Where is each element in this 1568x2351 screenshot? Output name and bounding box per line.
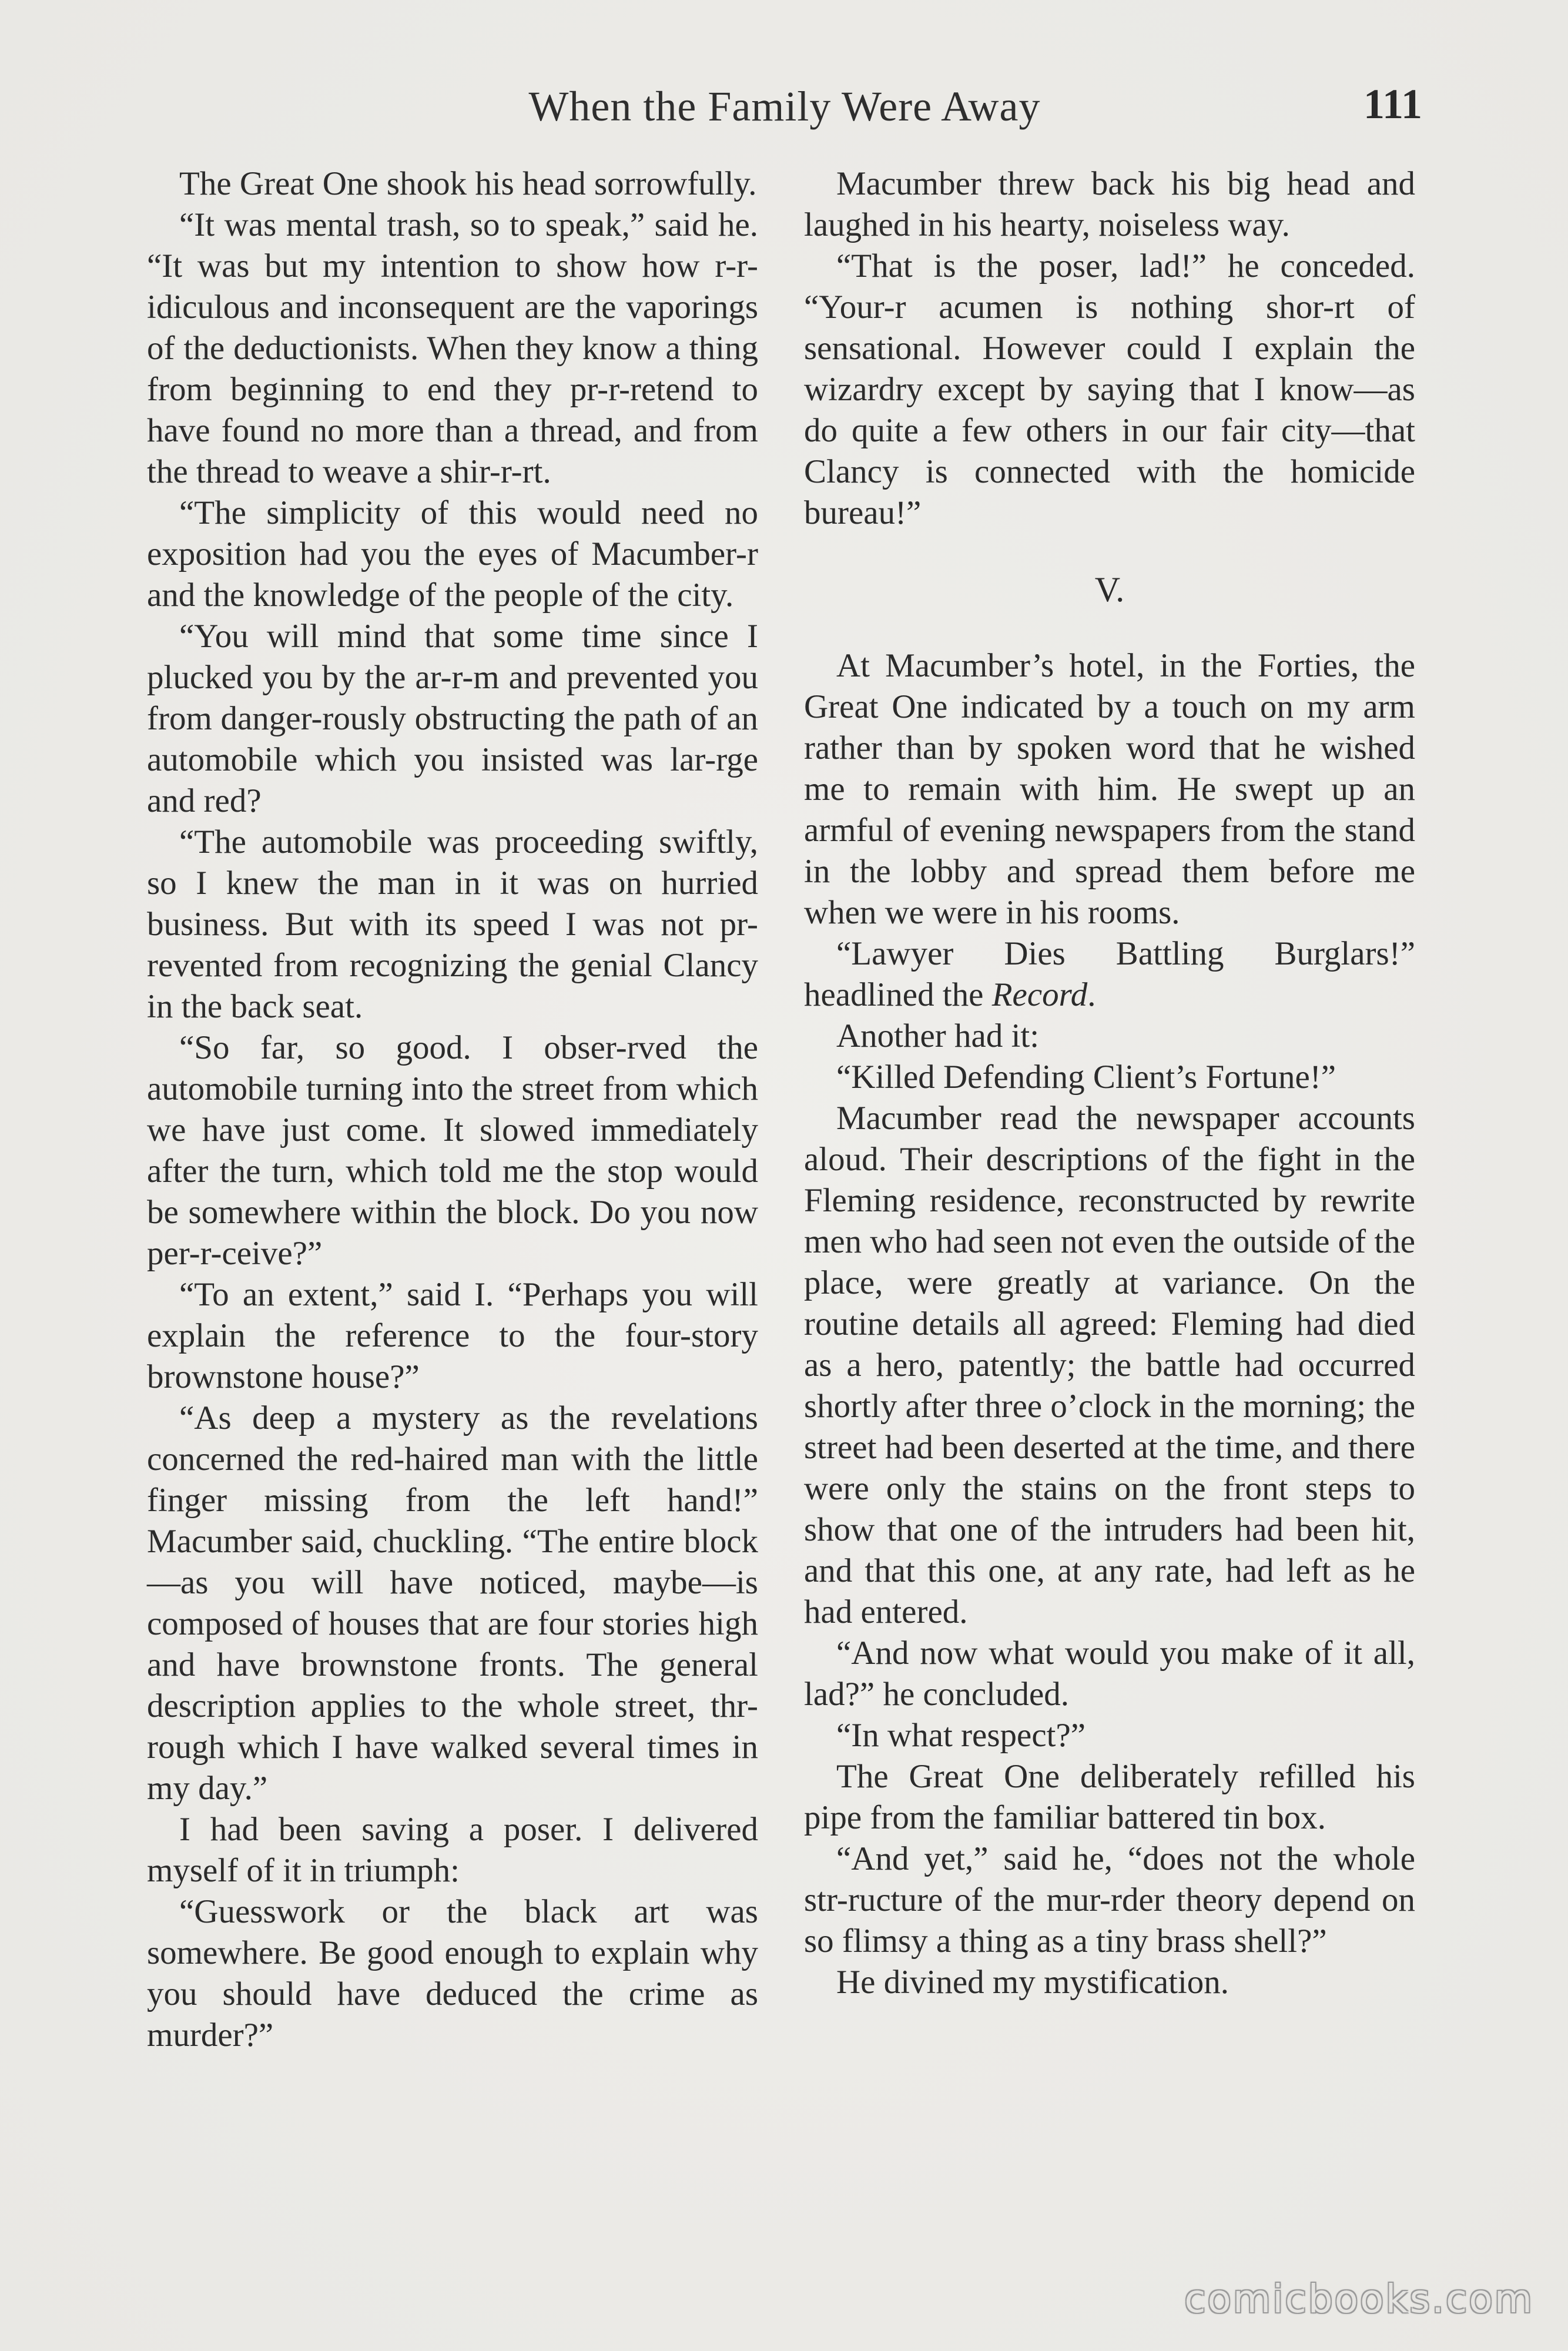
paragraph: “Guesswork or the black art was somewhere. Be good enough to explain why you should have deduced the crime as murder?”	[147, 1893, 758, 2054]
paragraph: “And now what would you make of it all, lad?” he concluded.	[804, 1635, 1415, 1713]
paragraph: “In what respect?”	[836, 1717, 1086, 1754]
right-column	[804, 163, 1415, 2003]
paragraph: “As deep a mystery as the revelations concerned the red-haired man with the little finger missing from the left hand!” Macumber said, chuckling. “The entire block—as you will have noticed, maybe—is composed of houses that are four stories high and have brownstone fronts. The general description applies to the whole street, thr-rough which I have walked several times in my day.”	[147, 1399, 758, 1807]
paragraph: “You will mind that some time since I plucked you by the ar-r-m and prevented you from danger-rously obstructing the path of an automobile which you insisted was lar-rge and red?	[147, 618, 758, 819]
running-header	[147, 82, 1422, 141]
paragraph: He divined my mystification.	[836, 1964, 1229, 2001]
paragraph: “The automobile was proceeding swiftly, so I knew the man in it was on hurried business. But with its speed I was not pr-revented from recognizing the genial Clancy in the back seat.	[147, 823, 758, 1025]
left-column	[147, 163, 758, 2056]
newspaper-name: Record	[991, 976, 1088, 1013]
paragraph	[804, 933, 1415, 1016]
section-heading: V.	[1094, 570, 1125, 609]
paragraph: “It was mental trash, so to speak,” said he. “It was but my intention to show how r-r-idiculous and inconsequent are the vaporings of the deductionists. When they know a thing from beginning to end they pr-r-retend to have found no more than a thread, and from the thread to weave a shir-r-rt.	[147, 206, 758, 490]
paragraph: I had been saving a poser. I delivered myself of it in triumph:	[147, 1811, 758, 1889]
watermark: comicbooks.com	[1184, 2276, 1534, 2322]
paragraph: At Macumber’s hotel, in the Forties, the Great One indicated by a touch on my arm rather than by spoken word that he wished me to remain with him. He swept up an armful of evening newspapers from the stand in the lobby and spread them before me when we were in his rooms.	[804, 647, 1415, 931]
running-title: When the Family Were Away	[528, 83, 1041, 130]
period: .	[1087, 976, 1096, 1013]
paragraph: Macumber threw back his big head and laughed in his hearty, noiseless way.	[804, 165, 1415, 243]
paragraph: “That is the poser, lad!” he conceded. “Your-r acumen is nothing shor-rt of sensational. However could I explain the wizardry except by saying that I know—as do quite a few others in our fair city—that Clancy is connected with the homicide bureau!”	[804, 247, 1415, 531]
paragraph: The Great One deliberately refilled his pipe from the familiar battered tin box.	[804, 1758, 1415, 1836]
headline-text: “Lawyer Dies Battling Burglars!” headlined the	[804, 935, 1415, 1013]
paragraph: Another had it:	[836, 1017, 1040, 1054]
paragraph: “And yet,” said he, “does not the whole str-ructure of the mur-rder theory depend on so flimsy a thing as a tiny brass shell?”	[804, 1840, 1415, 1960]
page-number: 111	[1363, 81, 1422, 128]
paragraph: “To an extent,” said I. “Perhaps you will explain the reference to the four-story brownstone house?”	[147, 1276, 758, 1395]
paragraph: “So far, so good. I obser-rved the automobile turning into the street from which we have just come. It slowed immediately after the turn, which told me the stop would be somewhere within the block. Do you now per-r-ceive?”	[147, 1029, 758, 1272]
paragraph: “The simplicity of this would need no exposition had you the eyes of Macumber-r and the knowledge of the people of the city.	[147, 494, 758, 614]
paragraph: Macumber read the newspaper accounts aloud. Their descriptions of the fight in the Fleming residence, reconstructed by rewrite men who had seen not even the outside of the place, were greatly at variance. On the routine details all agreed: Fleming had died as a hero, patently; the battle had occurred shortly after three o’clock in the morning; the street had been deserted at the time, and there were only the stains on the front steps to show that one of the intruders had been hit, and that this one, at any rate, had left as he had entered.	[804, 1100, 1415, 1630]
paragraph: The Great One shook his head sorrowfully.	[179, 165, 757, 202]
paragraph: “Killed Defending Client’s Fortune!”	[836, 1059, 1336, 1096]
